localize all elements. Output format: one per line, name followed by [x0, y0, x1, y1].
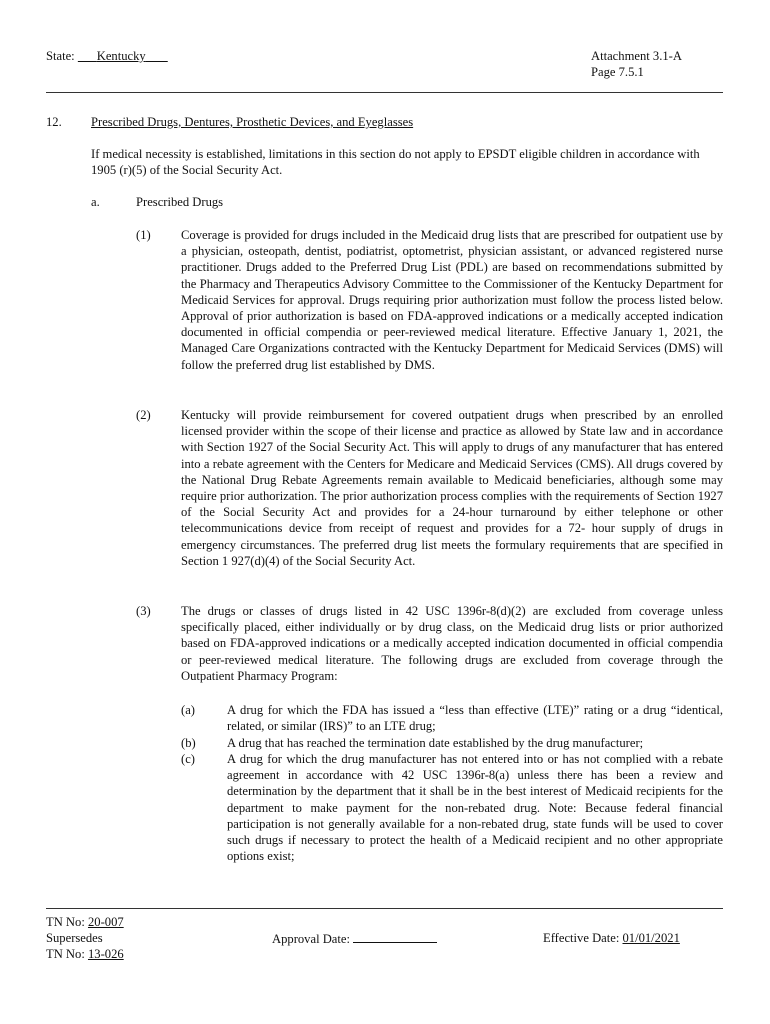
- subitem-b-text: A drug that has reached the termination date established by the drug manufacturer;: [227, 736, 644, 750]
- tn-value: 20-007: [87, 915, 124, 929]
- section-title: Prescribed Drugs, Dentures, Prosthetic Devices, and Eyeglasses: [91, 115, 414, 129]
- effective-label: Effective Date:: [543, 931, 620, 945]
- state-value: Kentucky: [96, 49, 146, 63]
- item-3-text: The drugs or classes of drugs listed in 42 USC 1396r-8(d)(2) are excluded from coverage unless specifically placed, either individually or by drug class, on the Medicaid drug lists or prior authorized based on FDA-approved indications or a medically accepted indication documented in official compendia or peer-reviewed medical literature. The following drugs are excluded from coverage through the Outpatient Pharmacy Program:: [181, 604, 723, 683]
- subitem-a-label: (a): [181, 703, 195, 717]
- state-label: State:: [46, 49, 75, 63]
- subitem-c-text: A drug for which the drug manufacturer has not entered into or has not complied with a rebate agreement in accordance with 42 USC 1396r-8(a) unless there has been a review and determination by the department that it shall be in the best interest of Medicaid recipients for the department to make payment for the non-rebated drug. Note: Because federal financial participation is not generally available for a non-rebated drug, state funds will be used to cover such drugs if necessary to protect the health of a Medicaid recipient and no other appropriate options exist;: [227, 752, 723, 864]
- subitem-a-text: A drug for which the FDA has issued a “less than effective (LTE)” rating or a drug “identical, related, or similar (IRS)” to an LTE drug;: [227, 703, 723, 734]
- item-2-label: (2): [136, 408, 151, 422]
- footer-rule: [46, 908, 723, 909]
- approval-label: Approval Date:: [272, 932, 350, 946]
- approval-date-blank: [353, 930, 437, 943]
- tn-label: TN No:: [46, 915, 85, 929]
- attachment-label: Attachment 3.1-A: [591, 49, 682, 63]
- tn-line: [46, 914, 124, 930]
- subsection-a-title: Prescribed Drugs: [136, 195, 224, 209]
- subsection-a-label: a.: [91, 195, 100, 209]
- supersedes-label: Supersedes: [46, 931, 103, 945]
- subitem-b-label: (b): [181, 736, 196, 750]
- tn2-label: TN No:: [46, 947, 85, 961]
- item-2-text: Kentucky will provide reimbursement for covered outpatient drugs when prescribed by an enrolled licensed provider within the scope of their license and practice as allowed by State law and in accordance with Section 1927 of the Social Security Act. This will apply to drugs of any manufacturer that has entered into a rebate agreement with the Centers for Medicare and Medicaid Services (CMS). All drugs covered by the National Drug Rebate Agreements remain available to Medicaid beneficiaries, although some may require prior authorization. The prior authorization process complies with the requirements of Section 1927 of the Social Security Act and provides for a 24-hour turnaround by either telephone or other telecommunications device from receipt of request and provides for a 72- hour supply of drugs in emergency circumstances. The preferred drug list meets the formulary requirements that are specified in Section 1 927(d)(4) of the Social Security Act.: [181, 408, 723, 568]
- tn2-value: 13-026: [87, 947, 124, 961]
- item-1-label: (1): [136, 228, 151, 242]
- item-3-label: (3): [136, 604, 151, 618]
- approval-line: [272, 930, 437, 947]
- page-number: Page 7.5.1: [591, 65, 644, 79]
- section-intro: If medical necessity is established, limitations in this section do not apply to EPSDT eligible children in accordance with 1905 (r)(5) of the Social Security Act.: [91, 147, 700, 178]
- effective-date: 01/01/2021: [622, 931, 680, 945]
- state-line: [46, 48, 206, 64]
- tn2-line: [46, 946, 124, 962]
- section-number: 12.: [46, 115, 62, 129]
- state-value-field: [78, 48, 206, 64]
- effective-line: [543, 930, 680, 946]
- item-1-text: Coverage is provided for drugs included in the Medicaid drug lists that are prescribed for outpatient use by a physician, osteopath, dentist, podiatrist, optometrist, physician assistant, or advanced registered nurse practitioner. Drugs added to the Preferred Drug List (PDL) are based on recommendations submitted by the Pharmacy and Therapeutics Advisory Committee to the Commissioner of the Kentucky Department for Medicaid Services for approval. Drugs requiring prior authorization must follow the process listed below. Approval of prior authorization is based on FDA-approved indications or a medically accepted indication documented in official compendia or peer-reviewed medical literature. Effective January 1, 2021, the Managed Care Organizations contracted with the Kentucky Department for Medicaid Services (DMS) will follow the preferred drug list established by DMS.: [181, 228, 723, 372]
- header-rule: [46, 92, 723, 93]
- subitem-c-label: (c): [181, 752, 195, 766]
